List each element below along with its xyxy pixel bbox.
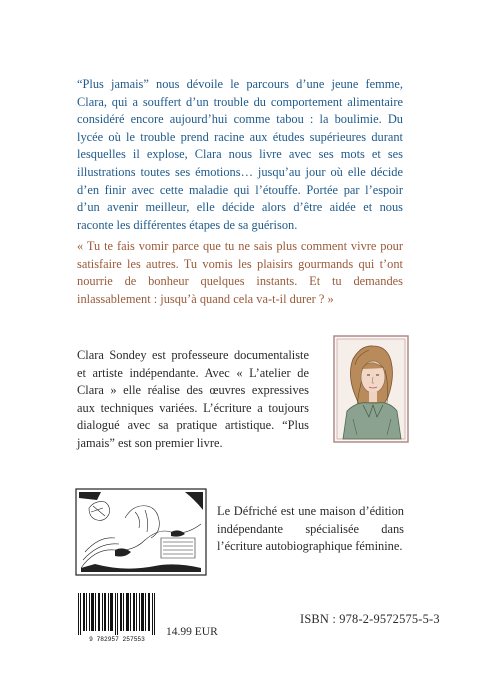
- author-bio: Clara Sondey est professeure documentaliste et artiste indépendante. Avec « L’atelier de Clara » elle réalise des œuvres expressives aux techniques variées. L’écriture a toujours dialogué avec sa pratique artistique. “Plus jamais” est son premier livre.: [77, 348, 309, 450]
- excerpt-quote: « Tu te fais vomir parce que tu ne sais plus comment vivre pour satisfaire les autres. Tu vomis les plaisirs gourmands qui t’ont nourrie de bonheur quelques instants. Et tu demandes inlassablement : jusqu’à quand cela va-t-il durer ? »: [77, 239, 403, 306]
- price-label: 14.99 EUR: [166, 626, 218, 638]
- isbn-label: ISBN : 978-2-9572575-5-3: [300, 612, 440, 626]
- publisher-description: Le Défriché est une maison d’édition indépendante spécialisée dans l’écriture autobiographique féminine.: [217, 504, 404, 554]
- author-portrait-illustration: [333, 335, 409, 443]
- synopsis-paragraph: “Plus jamais” nous dévoile le parcours d’une jeune femme, Clara, qui a souffert d’un trouble du comportement alimentaire considéré encore aujourd’hui comme tabou : la boulimie. Du lycée où le trouble prend racine aux études supérieures durant lesquelles il explose, Clara nous livre avec ses mots et ses illustrations toutes ses émotions… jusqu’au jour où elle décide d’en finir avec cette maladie qui l’étouffe. Portée par l’espoir d’un avenir meilleur, elle décide alors d’être aidée et nous raconte les différentes étapes de sa guérison.: [77, 77, 403, 232]
- isbn-barcode: [72, 593, 162, 643]
- barcode-digits: 9 782957 257553: [89, 636, 145, 643]
- publisher-engraving-illustration: [75, 488, 207, 576]
